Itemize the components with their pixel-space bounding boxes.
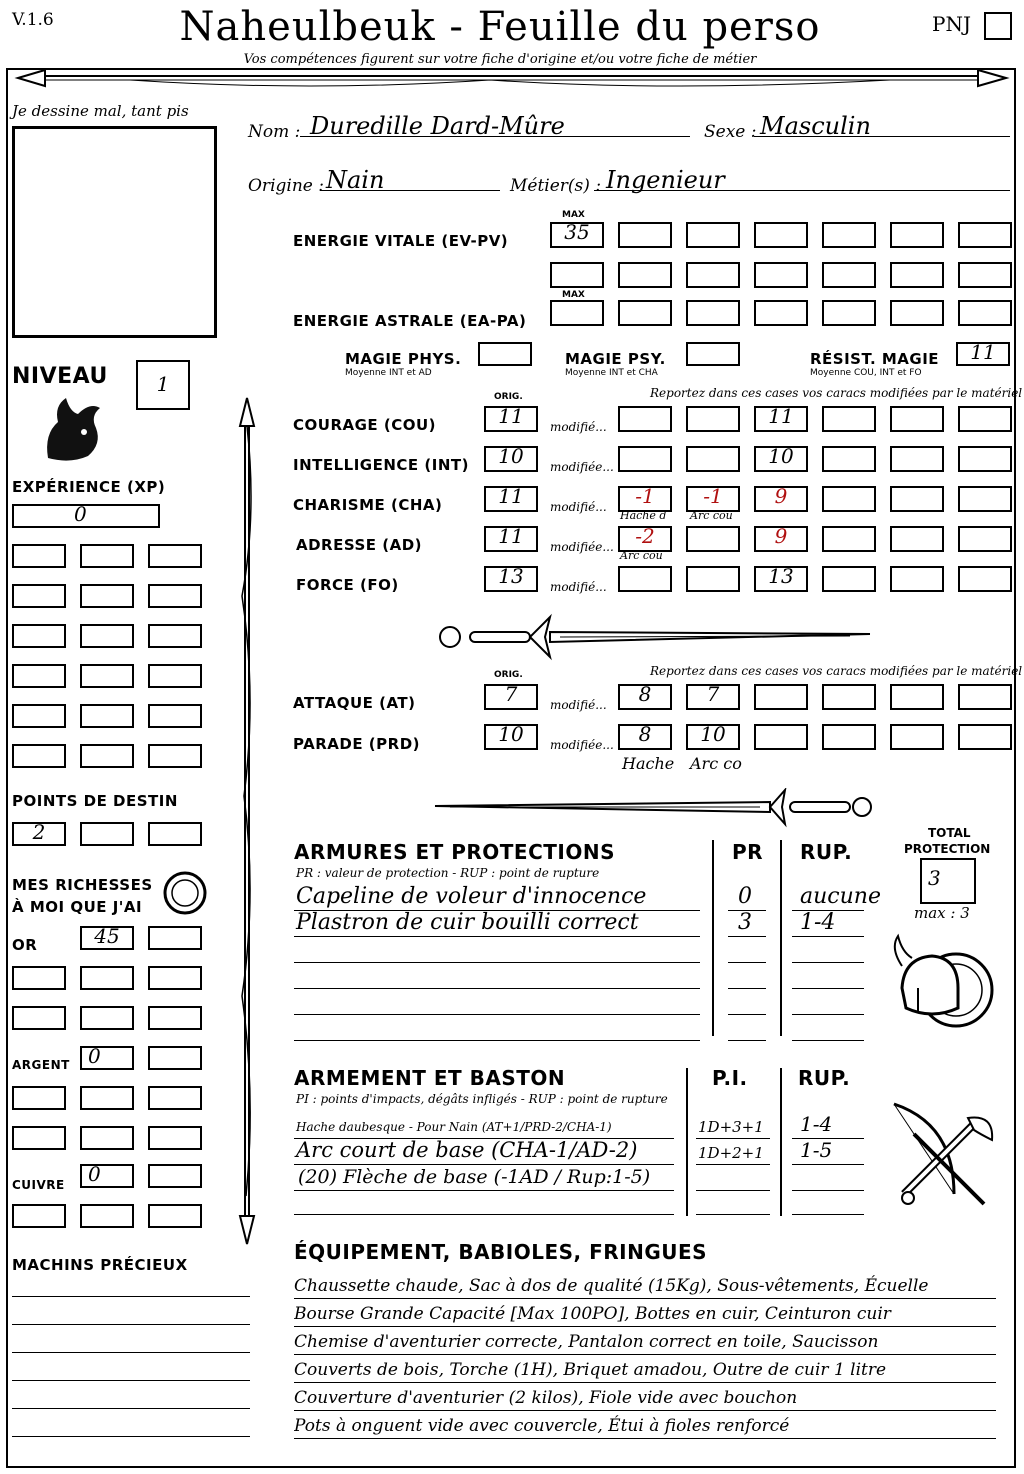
charisme-mod-box[interactable] — [822, 486, 876, 512]
argent-box[interactable] — [148, 1046, 202, 1070]
armement-divider — [686, 1068, 688, 1216]
intelligence-mod-box[interactable] — [890, 446, 944, 472]
force-mod-box[interactable] — [958, 566, 1012, 592]
origine-label: Origine : — [248, 176, 324, 196]
arme-row-pi[interactable]: 1D+2+1 — [698, 1144, 764, 1162]
intelligence-orig[interactable]: 10 — [484, 446, 538, 472]
attaque-orig[interactable]: 7 — [484, 684, 538, 710]
adresse-modif-label: modifiée... — [550, 540, 614, 554]
ev-box[interactable] — [618, 262, 672, 288]
parade-mod-box[interactable] — [754, 724, 808, 750]
richesses-label: MES RICHESSES — [12, 876, 153, 894]
adresse-mod-box[interactable] — [890, 526, 944, 552]
destin-label: POINTS DE DESTIN — [12, 792, 178, 810]
page-subtitle: Vos compétences figurent sur votre fiche d'origine et/ou votre fiche de métier — [243, 52, 757, 67]
parade-mod-box[interactable] — [958, 724, 1012, 750]
attaque-mod-box[interactable] — [958, 684, 1012, 710]
equipement-title: ÉQUIPEMENT, BABIOLES, FRINGUES — [294, 1240, 708, 1264]
magie-phys-sub: Moyenne INT et AD — [345, 368, 432, 378]
ea-box[interactable] — [618, 300, 672, 326]
courage-label: COURAGE (COU) — [293, 416, 437, 434]
niveau-label: NIVEAU — [12, 364, 108, 389]
armure-line — [294, 1014, 700, 1015]
magie-psy-sub: Moyenne INT et CHA — [565, 368, 658, 378]
portrait-caption: Je dessine mal, tant pis — [12, 102, 189, 120]
ev-box[interactable] — [822, 262, 876, 288]
armure-row-pr[interactable]: 3 — [738, 910, 752, 935]
resist-magie-label: RÉSIST. MAGIE — [810, 350, 940, 368]
magie-phys-label: MAGIE PHYS. — [345, 350, 462, 368]
version-label: V.1.6 — [12, 10, 54, 30]
courage-mod-box[interactable] — [686, 406, 740, 432]
armement-rup-label: RUP. — [798, 1066, 851, 1090]
cuivre-box[interactable] — [148, 1204, 202, 1228]
intelligence-mod-box[interactable] — [686, 446, 740, 472]
ev-box[interactable] — [754, 262, 808, 288]
xp-tally-box[interactable] — [148, 624, 202, 648]
magie-psy-box[interactable] — [686, 342, 740, 366]
parade-label: PARADE (PRD) — [293, 735, 421, 753]
cuivre-box[interactable] — [80, 1204, 134, 1228]
ea-max-box[interactable] — [550, 300, 604, 326]
armures-sub: PR : valeur de protection - RUP : point de rupture — [296, 866, 600, 880]
pnj-label: PNJ — [932, 12, 971, 36]
xp-tally-box[interactable] — [148, 664, 202, 688]
resist-magie-sub: Moyenne COU, INT et FO — [810, 368, 922, 378]
armure-row-rup[interactable]: 1-4 — [800, 910, 836, 935]
armure-row-name[interactable]: Plastron de cuir bouilli correct — [296, 910, 639, 935]
arme-row-rup[interactable]: 1-4 — [800, 1112, 833, 1136]
ev-box[interactable] — [686, 262, 740, 288]
xp-label: EXPÉRIENCE (XP) — [12, 478, 166, 496]
armure-line — [294, 936, 700, 937]
sword-icon — [430, 612, 880, 662]
argent-box[interactable] — [80, 1126, 134, 1150]
intelligence-label: INTELLIGENCE (INT) — [293, 456, 469, 474]
ea-box[interactable] — [754, 300, 808, 326]
argent-box[interactable] — [148, 1126, 202, 1150]
ev-box[interactable] — [822, 222, 876, 248]
ea-label: ENERGIE ASTRALE (EA-PA) — [293, 312, 527, 330]
attaque-label: ATTAQUE (AT) — [293, 694, 416, 712]
adresse-label: ADRESSE (AD) — [296, 536, 423, 554]
argent-label: ARGENT — [12, 1058, 70, 1072]
armement-pi-label: P.I. — [712, 1066, 748, 1090]
combat-note-1: Hache — [622, 754, 675, 773]
parade-mod-box[interactable] — [822, 724, 876, 750]
niveau-box[interactable]: 1 — [136, 360, 190, 410]
armure-line — [792, 1040, 864, 1041]
parade-mod-box[interactable]: 8 — [618, 724, 672, 750]
adresse-mod-box[interactable]: 9 — [754, 526, 808, 552]
armure-line — [792, 1014, 864, 1015]
attaque-mod-box[interactable] — [822, 684, 876, 710]
force-mod-box[interactable] — [686, 566, 740, 592]
argent-box[interactable] — [148, 1086, 202, 1110]
nom-value[interactable]: Duredille Dard-Mûre — [310, 112, 565, 140]
courage-mod-box[interactable] — [618, 406, 672, 432]
or-box[interactable]: 45 — [80, 926, 134, 950]
attaque-mod-box[interactable] — [890, 684, 944, 710]
force-mod-box[interactable] — [822, 566, 876, 592]
armure-line — [294, 962, 700, 963]
xp-tally-box[interactable] — [148, 584, 202, 608]
armure-line — [728, 962, 766, 963]
xp-tally-box[interactable] — [12, 584, 66, 608]
arme-line — [696, 1190, 770, 1191]
spear-icon — [232, 396, 262, 1246]
adresse-mod-box[interactable] — [958, 526, 1012, 552]
arme-line — [696, 1164, 770, 1165]
destin-box[interactable] — [148, 822, 202, 846]
coin-icon — [162, 870, 208, 916]
courage-mod-box[interactable]: 11 — [754, 406, 808, 432]
equipement-line[interactable]: Chemise d'aventurier correcte, Pantalon correct en toile, Saucisson — [294, 1330, 996, 1355]
force-mod-box[interactable]: 13 — [754, 566, 808, 592]
armure-line — [294, 988, 700, 989]
armure-line — [728, 1014, 766, 1015]
resist-magie-box[interactable]: 11 — [956, 342, 1010, 366]
xp-tally-box[interactable] — [80, 584, 134, 608]
courage-mod-box[interactable] — [822, 406, 876, 432]
armures-rup-label: RUP. — [800, 840, 853, 864]
arme-line — [294, 1138, 674, 1139]
xp-tally-box[interactable] — [12, 704, 66, 728]
xp-tally-box[interactable] — [12, 664, 66, 688]
xp-tally-box[interactable] — [148, 544, 202, 568]
arme-row-name[interactable]: Arc court de base (CHA-1/AD-2) — [296, 1138, 638, 1162]
equipement-line[interactable]: Pots à onguent vide avec couvercle, Étui à fioles renforcé — [294, 1414, 996, 1439]
total-protection-label-2: PROTECTION — [904, 842, 991, 856]
portrait-box[interactable] — [12, 126, 217, 338]
machins-line[interactable] — [12, 1436, 250, 1437]
metier-value[interactable]: Ingenieur — [606, 166, 725, 194]
charisme-mod-box[interactable]: -1 — [686, 486, 740, 512]
ev-box[interactable] — [958, 222, 1012, 248]
equipement-line[interactable]: Couverts de bois, Torche (1H), Briquet amadou, Outre de cuir 1 litre — [294, 1358, 996, 1383]
cuivre-box[interactable] — [148, 1164, 202, 1188]
armure-line — [792, 936, 864, 937]
parade-mod-box[interactable]: 10 — [686, 724, 740, 750]
arme-row-pi[interactable]: 1D+3+1 — [698, 1118, 764, 1136]
metier-label: Métier(s) : — [510, 176, 602, 196]
armure-line — [792, 962, 864, 963]
machins-line[interactable] — [12, 1380, 250, 1381]
xp-tally-box[interactable] — [148, 704, 202, 728]
ev-box[interactable] — [618, 222, 672, 248]
or-box[interactable] — [80, 966, 134, 990]
courage-orig[interactable]: 11 — [484, 406, 538, 432]
total-protection-label: TOTAL — [928, 826, 971, 840]
xp-box[interactable]: 0 — [12, 504, 160, 528]
xp-tally-box[interactable] — [148, 744, 202, 768]
force-mod-box[interactable] — [618, 566, 672, 592]
armure-line — [728, 910, 766, 911]
machins-line[interactable] — [12, 1324, 250, 1325]
magie-psy-label: MAGIE PSY. — [565, 350, 666, 368]
courage-mod-box[interactable] — [958, 406, 1012, 432]
arme-row-rup[interactable]: 1-5 — [800, 1138, 833, 1162]
ea-box[interactable] — [958, 300, 1012, 326]
combat-note: Reportez dans ces cases vos caracs modifiées par le matériel — [650, 664, 1023, 678]
argent-box[interactable]: 0 — [80, 1046, 134, 1070]
argent-box[interactable] — [80, 1086, 134, 1110]
attaque-modif-label: modifié... — [550, 698, 607, 712]
destin-box[interactable]: 2 — [12, 822, 66, 846]
cuivre-box[interactable]: 0 — [80, 1164, 134, 1188]
xp-tally-box[interactable] — [80, 624, 134, 648]
charisme-mod-note: Hache d — [620, 509, 667, 522]
armure-line — [792, 988, 864, 989]
machins-line[interactable] — [12, 1352, 250, 1353]
courage-modif-label: modifié... — [550, 420, 607, 434]
ev-max-box[interactable]: 35 — [550, 222, 604, 248]
nom-label: Nom : — [248, 122, 301, 142]
weapons-icon — [884, 1094, 1004, 1214]
adresse-mod-box[interactable] — [686, 526, 740, 552]
argent-box[interactable] — [12, 1086, 66, 1110]
charisme-mod-box[interactable]: 9 — [754, 486, 808, 512]
destin-box[interactable] — [80, 822, 134, 846]
armure-line — [294, 1040, 700, 1041]
armure-row-name[interactable]: Capeline de voleur d'innocence — [296, 884, 647, 909]
xp-tally-box[interactable] — [80, 664, 134, 688]
charisme-mod-box[interactable] — [890, 486, 944, 512]
pnj-checkbox[interactable] — [984, 12, 1012, 40]
machins-line[interactable] — [12, 1408, 250, 1409]
armure-line — [294, 910, 700, 911]
equipement-line[interactable]: Chaussette chaude, Sac à dos de qualité (15Kg), Sous-vêtements, Écuelle — [294, 1274, 996, 1299]
or-box[interactable] — [148, 1006, 202, 1030]
arme-line — [792, 1138, 864, 1139]
combat-note-2: Arc co — [690, 754, 742, 773]
xp-tally-box[interactable] — [12, 744, 66, 768]
equipement-line[interactable]: Bourse Grande Capacité [Max 100PO], Bottes en cuir, Ceinturon cuir — [294, 1302, 996, 1327]
arme-line — [294, 1164, 674, 1165]
attaque-mod-box[interactable] — [754, 684, 808, 710]
arme-line — [294, 1214, 674, 1215]
armement-divider — [780, 1068, 782, 1216]
intelligence-mod-box[interactable] — [618, 446, 672, 472]
ea-box[interactable] — [822, 300, 876, 326]
armure-row-rup[interactable]: aucune — [800, 884, 881, 909]
intelligence-mod-box[interactable] — [958, 446, 1012, 472]
sexe-label: Sexe : — [704, 122, 757, 142]
arme-row-name[interactable]: (20) Flèche de base (-1AD / Rup:1-5) — [298, 1166, 651, 1188]
adresse-mod-note: Arc cou — [620, 549, 663, 562]
origine-value[interactable]: Nain — [326, 166, 385, 194]
or-box[interactable] — [80, 1006, 134, 1030]
force-label: FORCE (FO) — [296, 576, 399, 594]
armement-sub: PI : points d'impacts, dégâts infligés - RUP : point de rupture — [296, 1092, 668, 1106]
armures-divider — [712, 840, 714, 1036]
charisme-orig[interactable]: 11 — [484, 486, 538, 512]
xp-tally-box[interactable] — [80, 744, 134, 768]
force-orig[interactable]: 13 — [484, 566, 538, 592]
ea-max-label: MAX — [562, 290, 585, 300]
charisme-label: CHARISME (CHA) — [293, 496, 443, 514]
armement-title: ARMEMENT ET BASTON — [294, 1066, 566, 1090]
or-box[interactable] — [148, 926, 202, 950]
cuivre-label: CUIVRE — [12, 1178, 65, 1192]
ea-box[interactable] — [890, 300, 944, 326]
courage-mod-box[interactable] — [890, 406, 944, 432]
armure-row-pr[interactable]: 0 — [738, 884, 752, 909]
ev-box[interactable] — [890, 222, 944, 248]
arme-line — [792, 1214, 864, 1215]
force-mod-box[interactable] — [890, 566, 944, 592]
armure-line — [728, 936, 766, 937]
arme-line — [294, 1190, 674, 1191]
intelligence-modif-label: modifiée... — [550, 460, 614, 474]
or-label: OR — [12, 936, 38, 954]
xp-tally-box[interactable] — [80, 704, 134, 728]
xp-tally-box[interactable] — [80, 544, 134, 568]
parade-orig[interactable]: 10 — [484, 724, 538, 750]
arme-line — [696, 1138, 770, 1139]
or-box[interactable] — [148, 966, 202, 990]
magie-phys-box[interactable] — [478, 342, 532, 366]
sword-icon — [430, 788, 880, 828]
armure-line — [728, 988, 766, 989]
equipement-line[interactable]: Couverture d'aventurier (2 kilos), Fiole vide avec bouchon — [294, 1386, 996, 1411]
arme-line — [792, 1190, 864, 1191]
cuivre-box[interactable] — [12, 1204, 66, 1228]
ev-box[interactable] — [686, 222, 740, 248]
ev-box[interactable] — [958, 262, 1012, 288]
armure-line — [792, 910, 864, 911]
armures-divider — [780, 840, 782, 1036]
arme-row-name[interactable]: Hache daubesque - Pour Nain (AT+1/PRD-2/CHA-1) — [296, 1120, 612, 1134]
stats-orig-label: ORIG. — [494, 392, 523, 402]
or-box[interactable] — [12, 966, 66, 990]
attaque-mod-box[interactable]: 8 — [618, 684, 672, 710]
ev-max-label: MAX — [562, 210, 585, 220]
page-title: Naheulbeuk - Feuille du perso — [179, 4, 821, 50]
force-modif-label: modifié... — [550, 580, 607, 594]
or-box[interactable] — [12, 1006, 66, 1030]
stats-note: Reportez dans ces cases vos caracs modifiées par le matériel — [650, 386, 1023, 400]
intelligence-mod-box[interactable] — [822, 446, 876, 472]
ev-box[interactable] — [550, 262, 604, 288]
armures-pr-label: PR — [732, 840, 764, 864]
charisme-mod-box[interactable] — [958, 486, 1012, 512]
helmet-shield-icon — [888, 928, 998, 1038]
richesses-label-2: À MOI QUE J'AI — [12, 898, 143, 916]
arme-line — [792, 1164, 864, 1165]
ev-label: ENERGIE VITALE (EV-PV) — [293, 232, 509, 250]
parade-modif-label: modifiée... — [550, 738, 614, 752]
machins-label: MACHINS PRÉCIEUX — [12, 1256, 188, 1274]
attaque-mod-box[interactable]: 7 — [686, 684, 740, 710]
ev-box[interactable] — [754, 222, 808, 248]
charisme-mod-box[interactable]: -1 — [618, 486, 672, 512]
ea-box[interactable] — [686, 300, 740, 326]
combat-orig-label: ORIG. — [494, 670, 523, 680]
dragon-icon — [40, 394, 106, 464]
intelligence-mod-box[interactable]: 10 — [754, 446, 808, 472]
armures-title: ARMURES ET PROTECTIONS — [294, 840, 615, 864]
ev-box[interactable] — [890, 262, 944, 288]
machins-line[interactable] — [12, 1296, 250, 1297]
sexe-value[interactable]: Masculin — [760, 112, 871, 140]
charisme-mod-note: Arc cou — [690, 509, 733, 522]
adresse-mod-box[interactable] — [822, 526, 876, 552]
adresse-mod-box[interactable]: -2 — [618, 526, 672, 552]
adresse-orig[interactable]: 11 — [484, 526, 538, 552]
total-protection-box[interactable]: 3 — [920, 858, 976, 904]
xp-tally-box[interactable] — [12, 544, 66, 568]
total-protection-max: max : 3 — [914, 904, 970, 922]
argent-box[interactable] — [12, 1126, 66, 1150]
arme-line — [696, 1214, 770, 1215]
armure-line — [728, 1040, 766, 1041]
parade-mod-box[interactable] — [890, 724, 944, 750]
xp-tally-box[interactable] — [12, 624, 66, 648]
charisme-modif-label: modifié... — [550, 500, 607, 514]
